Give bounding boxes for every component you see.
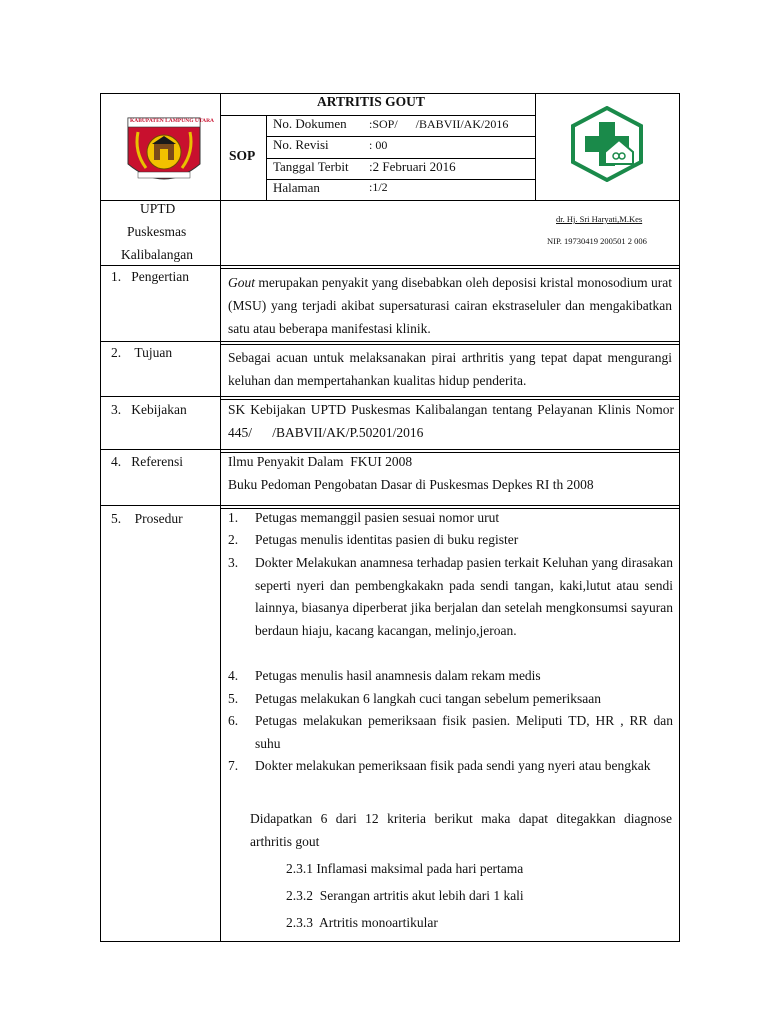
doc-number-label: No. Dokumen [273,116,347,131]
step-text: Petugas melakukan 6 langkah cuci tangan sebelum pemeriksaan [255,691,602,706]
signer-nip: NIP. 19730419 200501 2 006 [547,236,647,246]
step-number: 7. [228,758,239,773]
org-line-2: Puskesmas [127,224,187,239]
page-value: :1/2 [369,180,388,194]
publish-date-label: Tanggal Terbit [273,159,349,174]
section-label-referensi: 4. Referensi [111,454,183,469]
revision-value: : 00 [369,138,388,152]
step-text: Petugas menulis hasil anamnesis dalam rekam medis [255,668,541,683]
step-text: Petugas memanggil pasien sesuai nomor urut [255,510,500,525]
procedure-step [228,552,673,642]
page-label: Halaman [273,180,320,195]
step-number: 1. [228,510,239,525]
term-gout: Gout [228,275,255,290]
section-label-prosedur: 5. Prosedur [111,511,183,526]
step-text: Dokter melakukan pemeriksaan fisik pada sendi yang nyeri atau bengkak [255,758,651,773]
procedure-step [228,529,673,552]
criteria-intro: Didapatkan 6 dari 12 kriteria berikut maka dapat ditegakkan diagnose arthritis gout [250,811,672,849]
step-text: Dokter Melakukan anamnesa terhadap pasien terkait Keluhan yang dirasakan seperti nyeri dan pembengkakakn pada sendi tangan, kaki,lutut atau sendi lainnya, biasanya diperberat jika berjalan dan setelah mengkonsumsi sayuran berdaun hiaju, kacang kacangan, melinjo,jeroan. [255,555,673,638]
doc-number-value: :SOP/ /BABVII/AK/2016 [369,117,509,131]
revision-label: No. Revisi [273,137,329,152]
signer-name: dr. Hj. Sri Haryati,M.Kes [556,214,643,224]
step-text: Petugas melakukan pemeriksaan fisik pasien. Meliputi TD, HR , RR dan suhu [255,713,673,751]
procedure-step [228,688,673,711]
pengertian-body: merupakan penyakit yang disebabkan oleh deposisi kristal monosodium urat (MSU) yang terjadi akibat supersaturasi cairan ekstraseluler dan mengakibatkan satu atau beberapa manifestasi klinik. [228,275,672,336]
step-number: 6. [228,713,239,728]
puskesmas-logo [569,106,645,182]
org-line-3: Kalibalangan [121,247,193,262]
section-label-pengertian: 1. Pengertian [111,269,189,284]
criteria-item: 2.3.1 Inflamasi maksimal pada hari pertama [286,861,524,876]
section-label-tujuan: 2. Tujuan [111,345,173,360]
section-text-kebijakan: SK Kebijakan UPTD Puskesmas Kalibalangan tentang Pelayanan Klinis Nomor 445/ /BABVII/AK/P.50201/2016 [228,402,678,440]
step-number: 3. [228,555,239,570]
document-title: ARTRITIS GOUT [317,94,425,109]
procedure-step [228,507,673,530]
criteria-item: 2.3.2 Serangan artritis akut lebih dari 1 kali [286,888,524,903]
step-number: 2. [228,532,239,547]
section-label-kebijakan: 3. Kebijakan [111,402,187,417]
referensi-line-2: Buku Pedoman Pengobatan Dasar di Puskesmas Depkes RI th 2008 [228,477,594,492]
sop-label: SOP [229,148,256,163]
section-text-tujuan: Sebagai acuan untuk melaksanakan pirai arthritis yang tepat dapat mengurangi keluhan dan mempertahankan kualitas hidup penderita. [228,350,672,388]
referensi-line-1: Ilmu Penyakit Dalam FKUI 2008 [228,454,413,469]
procedure-step [228,665,673,688]
step-number: 5. [228,691,239,706]
step-text: Petugas menulis identitas pasien di buku register [255,532,519,547]
step-number: 4. [228,668,239,683]
criteria-item: 2.3.3 Artritis monoartikular [286,915,438,930]
section-text-pengertian [228,271,672,340]
regency-logo [124,114,215,188]
regency-logo-text: KABUPATEN LAMPUNG UTARA [130,118,215,124]
procedure-step [228,755,673,778]
org-line-1: UPTD [140,201,176,216]
publish-date-value: :2 Februari 2016 [369,159,456,174]
procedure-step [228,710,673,755]
